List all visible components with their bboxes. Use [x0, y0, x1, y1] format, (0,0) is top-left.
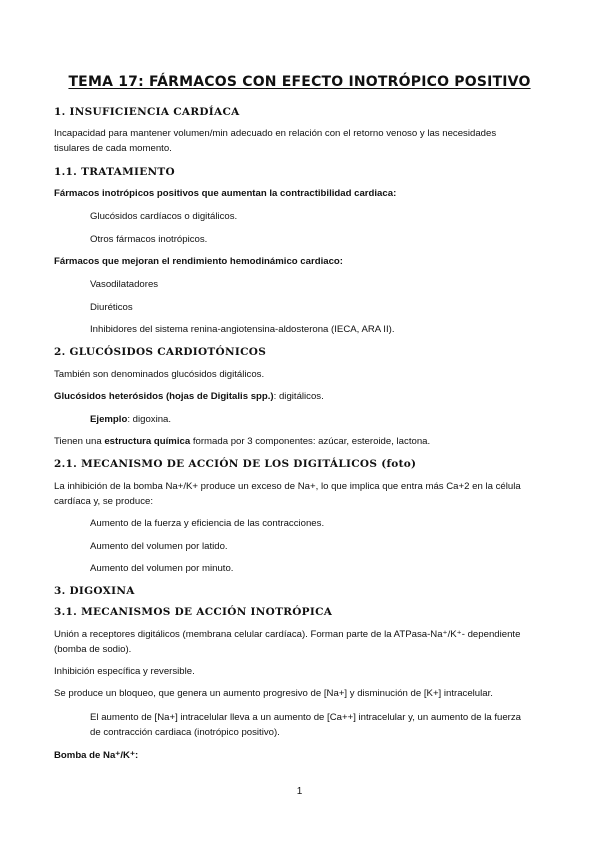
paragraph-inhibicion-bomba-l1: La inhibición de la bomba Na+/K+ produce un exceso de Na+, lo que implica que entra más Ca+2 en la célula [54, 481, 521, 492]
text-ejemplo-rest: : digoxina. [127, 414, 172, 425]
paragraph-ejemplo [90, 412, 171, 427]
list-item-diureticos: Diuréticos [90, 302, 133, 313]
heading-mecanismo-digitalicos: 2.1. MECANISMO DE ACCIÓN DE LOS DIGITÁLICOS (foto) [54, 458, 417, 470]
paragraph-heterosidos [54, 389, 324, 404]
paragraph-union-receptores-l1: Unión a receptores digitálicos (membrana celular cardíaca). Forman parte de la ATPasa-Na⁺/K⁺- dependiente [54, 629, 521, 640]
heading-digoxina: 3. DIGOXINA [54, 585, 135, 597]
list-item-inhibidores-sraa: Inhibidores del sistema renina-angiotensina-aldosterona (IECA, ARA II). [90, 324, 395, 335]
text-estructura-b: formada por 3 componentes: azúcar, esteroide, lactona. [190, 436, 431, 447]
paragraph-definicion-l1: Incapacidad para mantener volumen/min adecuado en relación con el retorno venoso y las necesidades [54, 128, 497, 139]
heading-glucosidos-cardiotonicos: 2. GLUCÓSIDOS CARDIOTÓNICOS [54, 346, 267, 358]
list-item-otros-inotropicos: Otros fármacos inotrópicos. [90, 234, 208, 245]
heading-mecanismos-inotropica: 3.1. MECANISMOS DE ACCIÓN INOTRÓPICA [54, 606, 333, 618]
text-estructura-bold: estructura química [104, 436, 191, 447]
group-inotropicos-label: Fármacos inotrópicos positivos que aumentan la contractibilidad cardiaca: [54, 188, 397, 199]
paragraph-aumento-na-l2: de contracción cardiaca (inotrópico positivo). [90, 727, 280, 738]
text-heterosidos-bold: Glucósidos heterósidos (hojas de Digitalis spp.) [54, 391, 274, 402]
list-item-glucosidos: Glucósidos cardíacos o digitálicos. [90, 211, 238, 222]
paragraph-inhibicion-especifica: Inhibición específica y reversible. [54, 666, 195, 677]
label-bomba-na-k: Bomba de Na⁺/K⁺: [54, 750, 139, 761]
paragraph-denominacion: También son denominados glucósidos digitálicos. [54, 369, 265, 380]
paragraph-union-receptores-l2: (bomba de sodio). [54, 644, 132, 655]
paragraph-definicion-l2: tisulares de cada momento. [54, 143, 172, 154]
list-item-aumento-volumen-minuto: Aumento del volumen por minuto. [90, 563, 234, 574]
heading-tratamiento: 1.1. TRATAMIENTO [54, 166, 175, 178]
document-title: TEMA 17: FÁRMACOS CON EFECTO INOTRÓPICO POSITIVO [68, 74, 531, 90]
text-estructura-a: Tienen una [54, 436, 105, 447]
paragraph-estructura [54, 434, 430, 449]
text-ejemplo-bold: Ejemplo [90, 414, 128, 425]
list-item-vasodilatadores: Vasodilatadores [90, 279, 159, 290]
group-hemodinamico-label: Fármacos que mejoran el rendimiento hemodinámico cardiaco: [54, 256, 343, 267]
paragraph-inhibicion-bomba-l2: cardíaca y, se produce: [54, 496, 154, 507]
list-item-aumento-volumen-latido: Aumento del volumen por latido. [90, 541, 228, 552]
heading-insuficiencia-cardiaca: 1. INSUFICIENCIA CARDÍACA [54, 106, 240, 118]
text-heterosidos-rest: : digitálicos. [273, 391, 324, 402]
paragraph-aumento-na-l1: El aumento de [Na+] intracelular lleva a un aumento de [Ca++] intracelular y, un aumento de la fuerza [90, 712, 521, 723]
list-item-aumento-fuerza: Aumento de la fuerza y eficiencia de las contracciones. [90, 518, 325, 529]
page-number: 1 [296, 786, 303, 797]
paragraph-bloqueo: Se produce un bloqueo, que genera un aumento progresivo de [Na+] y disminución de [K+] intracelular. [54, 688, 493, 699]
